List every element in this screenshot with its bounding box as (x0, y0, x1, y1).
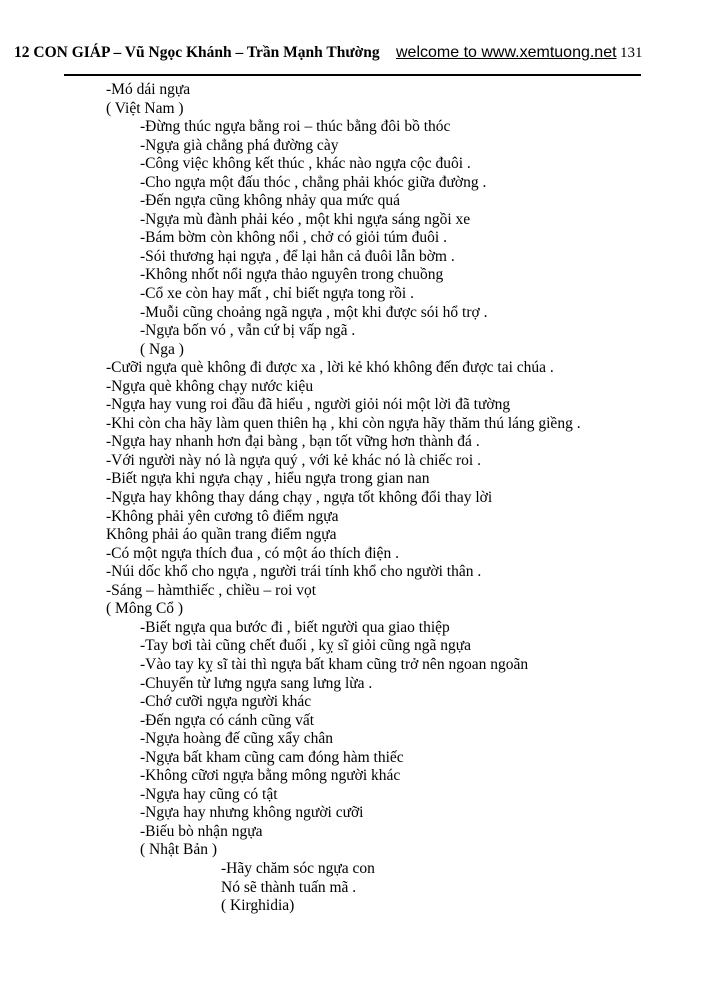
text-line: -Cho ngựa một đấu thóc , chẳng phải khóc giữa đường . (140, 173, 487, 191)
text-line: -Đến ngựa cũng không nhảy qua mức quá (140, 192, 400, 210)
text-line: -Sói thương hại ngựa , để lại hẳn cả đuôi lẫn bờm . (140, 247, 455, 265)
text-line: -Ngựa hoàng đế cũng xẩy chân (140, 730, 334, 748)
text-line: -Không phải yên cương tô điểm ngựa (106, 507, 339, 525)
text-line: -Núi dốc khổ cho ngựa , người trái tính khổ cho người thân . (106, 563, 482, 581)
text-line: -Hãy chăm sóc ngựa con (221, 859, 375, 877)
text-line: -Có một ngựa thích đua , có một áo thích điện . (106, 544, 399, 562)
text-line: -Sáng – hàmthiếc , chiều – roi vọt (106, 581, 317, 599)
text-line: -Không cữơi ngựa bằng mông người khác (140, 767, 401, 785)
text-line: -Khi còn cha hãy làm quen thiên hạ , khi còn ngựa hãy thăm thú láng giềng . (106, 414, 581, 432)
text-line: -Ngựa hay cũng có tật (140, 785, 278, 803)
text-line: -Vào tay kỵ sĩ tài thì ngựa bất kham cũng trở nên ngoan ngoãn (140, 655, 529, 673)
page-number: 131 (620, 45, 643, 61)
website-link[interactable]: welcome to www.xemtuong.net (396, 44, 617, 61)
text-line: -Với người này nó là ngựa quý , với kẻ khác nó là chiếc roi . (106, 451, 481, 469)
text-line: Nó sẽ thành tuấn mã . (221, 878, 357, 896)
text-line: ( Việt Nam ) (106, 99, 184, 117)
text-line: -Biết ngựa qua bước đi , biết người qua giao thiệp (140, 618, 450, 636)
text-line: -Ngựa bất kham cũng cam đóng hàm thiếc (140, 748, 404, 766)
text-line: ( Nhật Bản ) (140, 841, 218, 859)
text-line: -Biết ngựa khi ngựa chạy , hiểu ngựa trong gian nan (106, 470, 430, 488)
text-line: -Ngựa hay nhanh hơn đại bàng , bạn tốt vững hơn thành đá . (106, 433, 480, 451)
text-line: -Không nhốt nổi ngựa thảo nguyên trong chuồng (140, 266, 444, 284)
text-line: ( Mông Cổ ) (106, 600, 184, 618)
text-line: ( Kirghidia) (221, 897, 295, 915)
text-line: -Ngựa bốn vó , vẫn cứ bị vấp ngã . (140, 322, 356, 340)
text-line: -Ngựa hay nhưng không người cưỡi (140, 804, 364, 822)
document-body (0, 81, 702, 916)
text-line: -Ngựa hay không thay dáng chạy , ngựa tốt không đổi thay lời (106, 489, 493, 507)
text-line: ( Nga ) (140, 340, 184, 358)
book-title-header: 12 CON GIÁP – Vũ Ngọc Khánh – Trần Mạnh Thường (14, 44, 380, 61)
text-line: -Biếu bò nhận ngựa (140, 822, 263, 840)
text-line: -Mó dái ngựa (106, 81, 191, 98)
text-line: -Ngựa mù đành phải kéo , một khi ngựa sáng ngồi xe (140, 210, 471, 228)
text-line: -Tay bơi tài cũng chết đuối , kỵ sĩ giỏi cũng ngã ngựa (140, 637, 472, 655)
text-line: -Muỗi cũng choảng ngã ngựa , một khi được sói hổ trợ . (140, 303, 488, 321)
text-line: -Ngựa què không chạy nước kiệu (106, 377, 314, 395)
text-line: -Đến ngựa có cánh cũng vất (140, 711, 315, 729)
text-line: Không phải áo quần trang điểm ngựa (106, 526, 337, 544)
text-line: -Chớ cưỡi ngựa người khác (140, 693, 312, 711)
text-line: -Ngựa già chẳng phá đường cày (140, 136, 339, 154)
text-line: -Ngựa hay vung roi đầu đã hiểu , người giỏi nói một lời đã tường (106, 396, 511, 414)
text-line: -Cổ xe còn hay mất , chỉ biết ngựa tong rồi . (140, 285, 414, 303)
text-line: -Bám bờm còn không nổi , chở có giỏi túm đuôi . (140, 229, 447, 247)
text-line: -Chuyển từ lưng ngựa sang lưng lừa . (140, 674, 373, 692)
text-line: -Đừng thúc ngựa bằng roi – thúc bằng đôi bồ thóc (140, 118, 451, 136)
text-line: -Công việc không kết thúc , khác nào ngựa cộc đuôi . (140, 155, 471, 173)
header-divider-rule (64, 74, 641, 76)
text-line: -Cưỡi ngựa què không đi được xa , lời kẻ khó không đến được tai chúa . (106, 359, 554, 377)
